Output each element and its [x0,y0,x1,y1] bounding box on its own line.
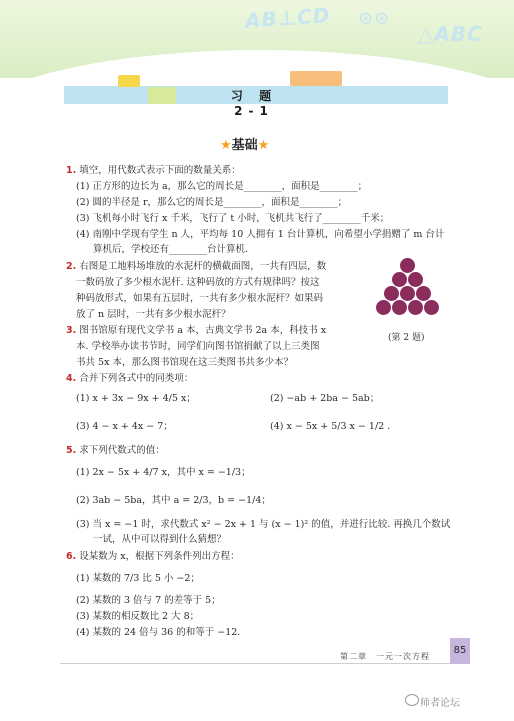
question-2 [66,260,326,273]
question-text: 图书馆原有现代文学书 a 本，古典文学书 2a 本，科技书 x [79,325,327,336]
pipe-circle [384,286,399,301]
question-number: 3. [66,325,77,336]
pipe-circle [424,300,439,315]
question-4 [66,372,193,385]
pipe-stack-figure [368,258,448,324]
q5-part-3b: 一试，从中可以得到什么猜想？ [93,534,227,545]
footer-rule [60,663,450,664]
question-text: 右图是工地料场堆放的水泥杆的横截面图，一共有四层，数 [79,261,327,272]
q1-part-4a: (4) 南刚中学现有学生 n 人，平均每 10 人拥有 1 台计算机，向希望小学捐赠了 m 台计 [76,229,445,240]
pipe-circle [400,286,415,301]
q2-line-2: 一数码放了多少根水泥杆. 这种码放的方式有规律吗？按这 [76,277,320,288]
star-icon: ★ [257,138,270,153]
question-text: 合并下列各式中的同类项： [79,373,194,384]
q2-line-3: 种码放形式，如果有五层时，一共有多少根水泥杆？如果码 [76,293,324,304]
deco-block-orange [290,71,342,86]
wechat-icon [405,694,419,706]
q5-part-1: (1) 2x − 5x + 4/7 x，其中 x = −1/3； [76,467,251,478]
question-number: 4. [66,373,77,384]
q1-part-4b: 算机后，学校还有________台计算机. [93,244,249,255]
figure-caption: (第 2 题) [388,333,425,343]
section-label: 基础 [231,138,258,153]
q6-part-2: (2) 某数的 3 倍与 7 的差等于 5； [76,595,221,606]
q5-part-2: (2) 3ab − 5ba，其中 a = 2/3，b = −1/4； [76,495,271,506]
q4-part-3: (3) 4 − x + 4x − 7； [76,421,173,432]
question-text: 求下列代数式的值： [79,445,165,456]
section-heading [220,134,269,153]
q4-part-1: (1) x + 3x − 9x + 4/5 x； [76,393,196,404]
q5-part-3a: (3) 当 x = −1 时，求代数式 x² − 2x + 1 与 (x − 1)² 的值，并进行比较. 再换几个数试 [76,519,451,530]
pipe-circle [408,300,423,315]
q6-part-4: (4) 某数的 24 倍与 36 的和等于 −12. [76,627,241,638]
exercise-title: 习 题 2-1 [230,89,278,118]
pipe-circle [408,272,423,287]
deco-block-yellow [118,75,140,87]
question-number: 2. [66,261,77,272]
q3-line-2: 本. 学校举办读书节时，同学们向图书馆捐献了以上三类图 [76,341,320,352]
question-number: 1. [66,165,77,176]
q4-part-4: (4) x − 5x + 5/3 x − 1/2 . [270,421,391,432]
question-3 [66,324,326,337]
header-deco-circles: ⊙⊙ [358,8,391,29]
question-6 [66,550,240,563]
q6-part-3: (3) 某数的相反数比 2 大 8； [76,611,200,622]
chapter-label: 第二章 一元一次方程 [340,652,430,661]
q1-part-2: (2) 圆的半径是 r，那么它的周长是________，面积是________； [76,197,348,208]
pipe-circle [376,300,391,315]
deco-block-green [148,87,176,104]
page-number: 85 [450,638,470,664]
q6-part-1: (1) 某数的 7/3 比 5 小 −2； [76,573,200,584]
question-number: 5. [66,445,77,456]
question-1 [66,164,241,177]
q3-line-3: 书共 5x 本，那么图书馆现在这三类图书共多少本？ [76,357,293,368]
question-text: 设某数为 x，根据下列条件列出方程： [79,551,240,562]
pipe-circle [392,272,407,287]
pipe-circle [392,300,407,315]
q1-part-3: (3) 飞机每小时飞行 x 千米，飞行了 t 小时，飞机共飞行了________千米； [76,213,390,224]
watermark-text: 师者论坛 [420,698,460,709]
question-text: 填空，用代数式表示下面的数量关系： [79,165,241,176]
q2-line-4: 放了 n 层时，一共有多少根水泥杆？ [76,309,231,320]
header-deco-perpendicular: AB⊥CD [244,3,332,33]
star-icon: ★ [220,138,232,153]
header-deco-triangle: △ABC [418,22,483,46]
question-5 [66,444,165,457]
q4-part-2: (2) −ab + 2ba − 5ab； [270,393,380,404]
question-number: 6. [66,551,77,562]
pipe-circle [416,286,431,301]
q1-part-1: (1) 正方形的边长为 a，那么它的周长是________，面积是________； [76,181,368,192]
pipe-circle [400,258,415,273]
